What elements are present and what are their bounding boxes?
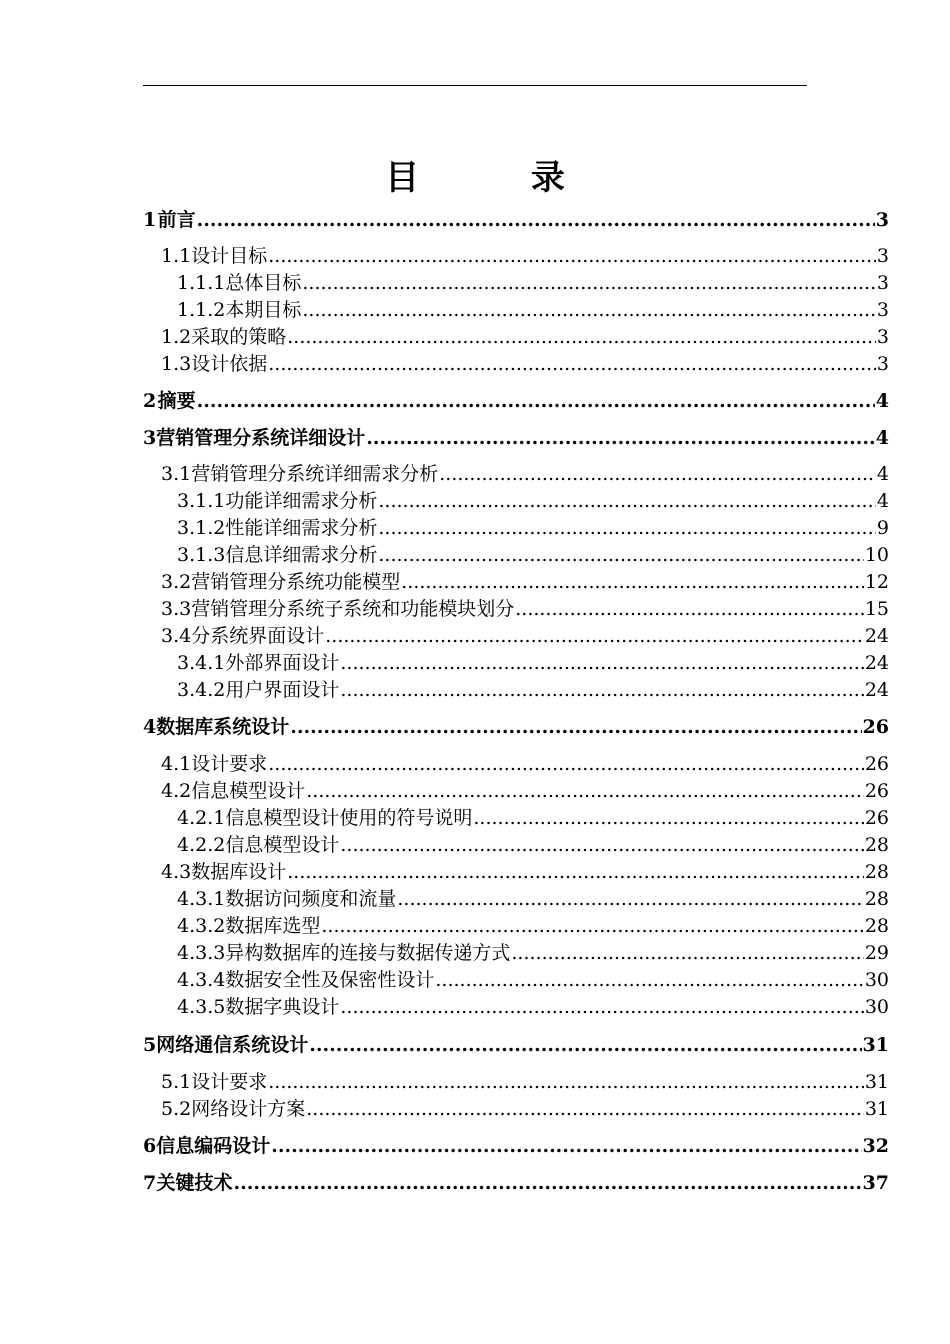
toc-entry-page: 4 (876, 490, 889, 512)
toc-entry-number: 4.3.1 (177, 888, 226, 910)
toc-entry-leader (366, 426, 875, 450)
toc-entry-title: 设计依据 (191, 353, 268, 375)
toc-entry-leader (306, 1097, 864, 1121)
toc-entry-leader (515, 597, 864, 621)
toc-entry[interactable] (161, 752, 889, 776)
toc-entry[interactable] (177, 298, 889, 322)
toc-entry-title: 营销管理分系统详细需求分析 (191, 463, 439, 485)
toc-entry-number: 3.2 (161, 571, 192, 593)
toc-entry-title: 关键技术 (156, 1172, 233, 1194)
toc-entry[interactable] (143, 208, 889, 232)
toc-entry-title: 外部界面设计 (225, 652, 340, 674)
toc-entry[interactable] (161, 244, 889, 268)
toc-entry-number: 1.1.1 (177, 272, 226, 294)
toc-entry[interactable] (161, 352, 889, 376)
toc-entry-number: 6 (143, 1135, 157, 1157)
toc-entry-leader (473, 806, 863, 830)
toc-entry[interactable] (143, 389, 889, 413)
toc-entry[interactable] (177, 887, 889, 911)
toc-entry[interactable] (161, 624, 889, 648)
toc-entry-page: 31 (864, 1071, 889, 1093)
toc-entry-leader (287, 860, 864, 884)
toc-entry-page: 9 (876, 517, 889, 539)
toc-entry-leader (302, 298, 876, 322)
toc-entry-leader (378, 516, 876, 540)
toc-entry-number: 4.2.1 (177, 807, 226, 829)
toc-entry-leader (325, 624, 864, 648)
toc-entry-leader (197, 389, 875, 413)
toc-entry[interactable] (143, 1171, 889, 1195)
toc-entry-title: 用户界面设计 (225, 679, 340, 701)
toc-entry-page: 12 (864, 571, 889, 593)
toc-entry[interactable] (177, 489, 889, 513)
toc-entry-title: 信息编码设计 (156, 1135, 271, 1157)
toc-entry-page: 26 (864, 753, 889, 775)
toc-entry[interactable] (177, 678, 889, 702)
toc-entry[interactable] (177, 516, 889, 540)
toc-entry-leader (340, 995, 863, 1019)
toc-entry-leader (268, 244, 876, 268)
toc-entry-leader (435, 968, 863, 992)
toc-entry-page: 3 (876, 326, 889, 348)
toc-entry-page: 28 (864, 834, 889, 856)
toc-entry-number: 1.3 (161, 353, 192, 375)
toc-entry-page: 10 (864, 544, 889, 566)
toc-entry-page: 3 (876, 245, 889, 267)
toc-entry-page: 32 (862, 1135, 889, 1157)
toc-entry-title: 数据库系统设计 (156, 716, 290, 738)
toc-entry-page: 24 (864, 679, 889, 701)
toc-entry-title: 异构数据库的连接与数据传递方式 (225, 942, 511, 964)
toc-entry-page: 26 (864, 780, 889, 802)
toc-entry-number: 4.1 (161, 753, 192, 775)
toc-entry[interactable] (143, 715, 889, 739)
toc-entry-page: 4 (876, 463, 889, 485)
toc-entry[interactable] (143, 1134, 889, 1158)
toc-entry[interactable] (177, 271, 889, 295)
toc-entry-title: 信息模型设计使用的符号说明 (225, 807, 473, 829)
toc-entry-title: 数据访问频度和流量 (225, 888, 397, 910)
toc-entry-page: 24 (864, 652, 889, 674)
toc-entry-number: 4.3.2 (177, 915, 226, 937)
toc-entry-page: 26 (862, 716, 889, 738)
toc-entry-leader (268, 752, 864, 776)
toc-entry-number: 3.4 (161, 625, 192, 647)
toc-entry-leader (378, 489, 876, 513)
toc-entry-number: 7 (143, 1172, 157, 1194)
toc-entry-page: 3 (876, 299, 889, 321)
toc-entry[interactable] (177, 543, 889, 567)
toc-entry-page: 28 (864, 888, 889, 910)
toc-entry-page: 4 (875, 427, 889, 449)
toc-entry-leader (401, 570, 864, 594)
toc-entry-title: 数据库设计 (191, 861, 287, 883)
toc-entry-number: 3.1 (161, 463, 192, 485)
toc-entry-page: 28 (864, 915, 889, 937)
toc-entry-title: 前言 (157, 209, 196, 231)
toc-entry-title: 信息模型设计 (191, 780, 306, 802)
toc-entry-leader (511, 941, 863, 965)
toc-entry-number: 4 (143, 716, 157, 738)
toc-entry[interactable] (177, 995, 889, 1019)
toc-entry-number: 4.2 (161, 780, 192, 802)
toc-entry[interactable] (177, 968, 889, 992)
toc-entry-leader (306, 779, 864, 803)
toc-entry-page: 4 (875, 390, 889, 412)
toc-entry-leader (378, 543, 863, 567)
toc-entry[interactable] (161, 860, 889, 884)
toc-entry[interactable] (177, 914, 889, 938)
page-title: 目 录 (385, 158, 615, 198)
toc-entry[interactable] (177, 833, 889, 857)
toc-entry-leader (340, 833, 863, 857)
toc-entry-title: 营销管理分系统子系统和功能模块划分 (191, 598, 515, 620)
toc-entry[interactable] (161, 779, 889, 803)
toc-entry[interactable] (177, 651, 889, 675)
toc-entry[interactable] (161, 1097, 889, 1121)
toc-entry-leader (268, 1070, 864, 1094)
toc-entry[interactable] (161, 462, 889, 486)
toc-entry-title: 本期目标 (225, 299, 302, 321)
toc-entry-number: 4.3.4 (177, 969, 226, 991)
toc-entry-title: 信息模型设计 (225, 834, 340, 856)
toc-entry-number: 3.4.2 (177, 679, 226, 701)
toc-entry-title: 数据安全性及保密性设计 (225, 969, 435, 991)
toc-entry-number: 3.3 (161, 598, 192, 620)
toc-entry-page: 15 (864, 598, 889, 620)
toc-entry-page: 3 (876, 353, 889, 375)
toc-entry-number: 3.4.1 (177, 652, 226, 674)
toc-entry-title: 设计目标 (191, 245, 268, 267)
toc-entry-title: 营销管理分系统功能模型 (191, 571, 401, 593)
toc-entry-title: 分系统界面设计 (191, 625, 325, 647)
toc-entry-title: 摘要 (157, 390, 196, 412)
toc-entry[interactable] (143, 1033, 889, 1057)
toc-entry-title: 总体目标 (225, 272, 302, 294)
toc-entry-leader (302, 271, 876, 295)
toc-entry-number: 5.2 (161, 1098, 192, 1120)
toc-entry-page: 30 (864, 996, 889, 1018)
toc-entry-title: 采取的策略 (191, 326, 287, 348)
toc-entry-number: 4.3 (161, 861, 192, 883)
toc-entry[interactable] (161, 570, 889, 594)
toc-entry-title: 网络设计方案 (191, 1098, 306, 1120)
toc-entry-title: 营销管理分系统详细设计 (156, 427, 366, 449)
toc-entry-page: 3 (875, 209, 889, 231)
toc-entry-number: 1.1.2 (177, 299, 226, 321)
toc-entry-number: 3.1.1 (177, 490, 226, 512)
toc-entry-number: 2 (143, 390, 157, 412)
toc-entry-number: 3.1.3 (177, 544, 226, 566)
toc-entry-page: 31 (862, 1034, 889, 1056)
toc-entry-title: 设计要求 (191, 753, 268, 775)
toc-entry-title: 设计要求 (191, 1071, 268, 1093)
toc-entry-leader (271, 1134, 861, 1158)
toc-entry-leader (321, 914, 863, 938)
toc-entry-page: 37 (862, 1172, 889, 1194)
toc-entry-leader (268, 352, 876, 376)
toc-entry[interactable] (161, 597, 889, 621)
toc-entry-leader (340, 651, 863, 675)
toc-entry-page: 30 (864, 969, 889, 991)
toc-entry-number: 1 (143, 209, 157, 231)
toc-entry-page: 28 (864, 861, 889, 883)
toc-entry[interactable] (177, 806, 889, 830)
toc-entry-title: 性能详细需求分析 (225, 517, 378, 539)
toc-entry-number: 5.1 (161, 1071, 192, 1093)
toc-entry-leader (439, 462, 876, 486)
toc-entry-leader (197, 208, 875, 232)
toc-entry-number: 3.1.2 (177, 517, 226, 539)
toc-entry-page: 26 (864, 807, 889, 829)
toc-entry-number: 4.2.2 (177, 834, 226, 856)
toc-entry-number: 4.3.5 (177, 996, 226, 1018)
toc-entry-number: 4.3.3 (177, 942, 226, 964)
toc-entry-leader (309, 1033, 861, 1057)
toc-entry-number: 3 (143, 427, 157, 449)
toc-entry-number: 1.2 (161, 326, 192, 348)
toc-entry[interactable] (143, 426, 889, 450)
toc-entry-title: 数据库选型 (225, 915, 321, 937)
toc-entry-page: 31 (864, 1098, 889, 1120)
toc-entry-number: 5 (143, 1034, 157, 1056)
toc-entry-page: 29 (864, 942, 889, 964)
toc-entry-number: 1.1 (161, 245, 192, 267)
toc-entry-page: 3 (876, 272, 889, 294)
toc-entry[interactable] (177, 941, 889, 965)
toc-entry[interactable] (161, 325, 889, 349)
toc-entry-title: 功能详细需求分析 (225, 490, 378, 512)
toc-entry-leader (340, 678, 863, 702)
toc-entry-leader (234, 1171, 862, 1195)
toc-entry-title: 数据字典设计 (225, 996, 340, 1018)
toc-entry-title: 网络通信系统设计 (156, 1034, 309, 1056)
toc-entry-page: 24 (864, 625, 889, 647)
toc-entry-leader (290, 715, 861, 739)
toc-entry[interactable] (161, 1070, 889, 1094)
toc-entry-leader (287, 325, 876, 349)
toc-entry-title: 信息详细需求分析 (225, 544, 378, 566)
toc-entry-leader (397, 887, 863, 911)
